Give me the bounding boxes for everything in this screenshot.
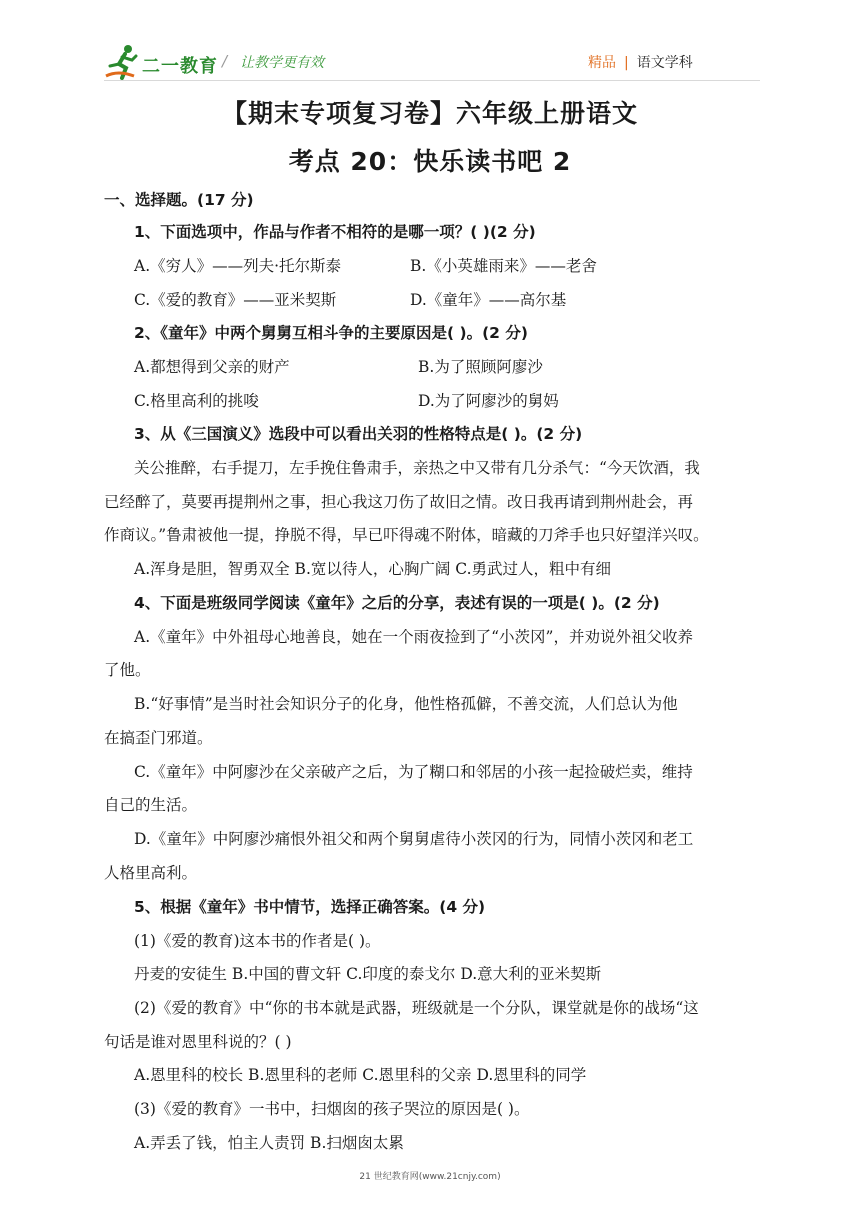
- subject-tag: 语文学科: [636, 55, 693, 71]
- q5-sub-2-options: A.恩里科的校长 B.恩里科的老师 C.恩里科的父亲 D.恩里科的同学: [134, 1066, 587, 1084]
- q5-sub-3: (3)《爱的教育》一书中，扫烟囱的孩子哭泣的原因是( )。: [134, 1100, 530, 1118]
- q1-option-c: C.《爱的教育》——亚米契斯: [134, 291, 337, 309]
- tag-separator: |: [624, 55, 629, 71]
- runner-icon: [104, 42, 144, 82]
- question-5: 5、根据《童年》书中情节，选择正确答案。(4 分): [134, 898, 486, 916]
- q4-option-b-line-1: B.“好事情”是当时社会知识分子的化身，他性格孤僻，不善交流，人们总认为他: [134, 695, 678, 713]
- q2-option-a: A.都想得到父亲的财产: [134, 358, 290, 376]
- q4-option-b-line-2: 在搞歪门邪道。: [104, 729, 213, 747]
- q3-passage-line-2: 已经醉了，莫要再提荆州之事，担心我这刀伤了故旧之情。改日我再请到荆州赴会，再: [104, 493, 694, 511]
- question-1: 1、下面选项中，作品与作者不相符的是哪一项？( )(2 分): [134, 223, 536, 241]
- header-tags: [588, 52, 693, 72]
- header-divider: /: [222, 52, 228, 70]
- q5-sub-2-line-2: 句话是谁对恩里科说的？( ): [104, 1033, 292, 1051]
- q1-option-b: B.《小英雄雨来》——老舍: [410, 257, 597, 275]
- exam-title: 【期末专项复习卷】六年级上册语文: [221, 99, 638, 128]
- slogan: 让教学更有效: [240, 55, 324, 71]
- q1-option-d: D.《童年》——高尔基: [410, 291, 567, 309]
- q4-option-a-line-2: 了他。: [104, 661, 151, 679]
- q3-options: A.浑身是胆，智勇双全 B.宽以待人，心胸广阔 C.勇武过人，粗中有细: [134, 560, 612, 578]
- q4-option-c-line-2: 自己的生活。: [104, 796, 198, 814]
- question-4: 4、下面是班级同学阅读《童年》之后的分享，表述有误的一项是( )。(2 分): [134, 594, 660, 612]
- quality-tag: 精品: [588, 55, 616, 71]
- q3-passage-line-1: 关公推醉，右手提刀，左手挽住鲁肃手，亲热之中又带有几分杀气：“今天饮酒，我: [134, 459, 700, 477]
- logo: [104, 42, 218, 84]
- question-2: 2、《童年》中两个舅舅互相斗争的主要原因是( )。(2 分): [134, 324, 528, 342]
- q4-option-d-line-2: 人格里高利。: [104, 864, 198, 882]
- q2-option-d: D.为了阿廖沙的舅妈: [418, 392, 559, 410]
- q5-sub-2-line-1: (2)《爱的教育》中“你的书本就是武器，班级就是一个分队，课堂就是你的战场“这: [134, 999, 699, 1017]
- q5-sub-1-options: 丹麦的安徒生 B.中国的曹文轩 C.印度的泰戈尔 D.意大利的亚米契斯: [134, 965, 602, 983]
- q1-option-a: A.《穷人》——列夫·托尔斯泰: [134, 257, 342, 275]
- header-rule: [104, 80, 760, 81]
- exam-subtitle: 考点 20：快乐读书吧 2: [288, 147, 572, 176]
- q2-option-b: B.为了照顾阿廖沙: [418, 358, 543, 376]
- section-heading: 一、选择题。(17 分): [104, 191, 254, 209]
- logo-text: 二一教育: [142, 56, 218, 77]
- q5-sub-1: (1)《爱的教育)这本书的作者是( )。: [134, 932, 381, 950]
- q4-option-d-line-1: D.《童年》中阿廖沙痛恨外祖父和两个舅舅虐待小茨冈的行为，同情小茨冈和老工: [134, 830, 694, 848]
- q5-sub-3-options: A.弄丢了钱，怕主人责罚 B.扫烟囱太累: [134, 1134, 404, 1152]
- page-header: [0, 0, 860, 100]
- page-footer: 21 世纪教育网(www.21cnjy.com): [359, 1172, 501, 1182]
- question-3: 3、从《三国演义》选段中可以看出关羽的性格特点是( )。(2 分): [134, 425, 583, 443]
- q2-option-c: C.格里高利的挑唆: [134, 392, 259, 410]
- q4-option-a-line-1: A.《童年》中外祖母心地善良，她在一个雨夜捡到了“小茨冈”，并劝说外祖父收养: [134, 628, 693, 646]
- q3-passage-line-3: 作商议。”鲁肃被他一提，挣脱不得，早已吓得魂不附体，暗藏的刀斧手也只好望洋兴叹。: [104, 526, 709, 544]
- q4-option-c-line-1: C.《童年》中阿廖沙在父亲破产之后，为了糊口和邻居的小孩一起捡破烂卖，维持: [134, 763, 693, 781]
